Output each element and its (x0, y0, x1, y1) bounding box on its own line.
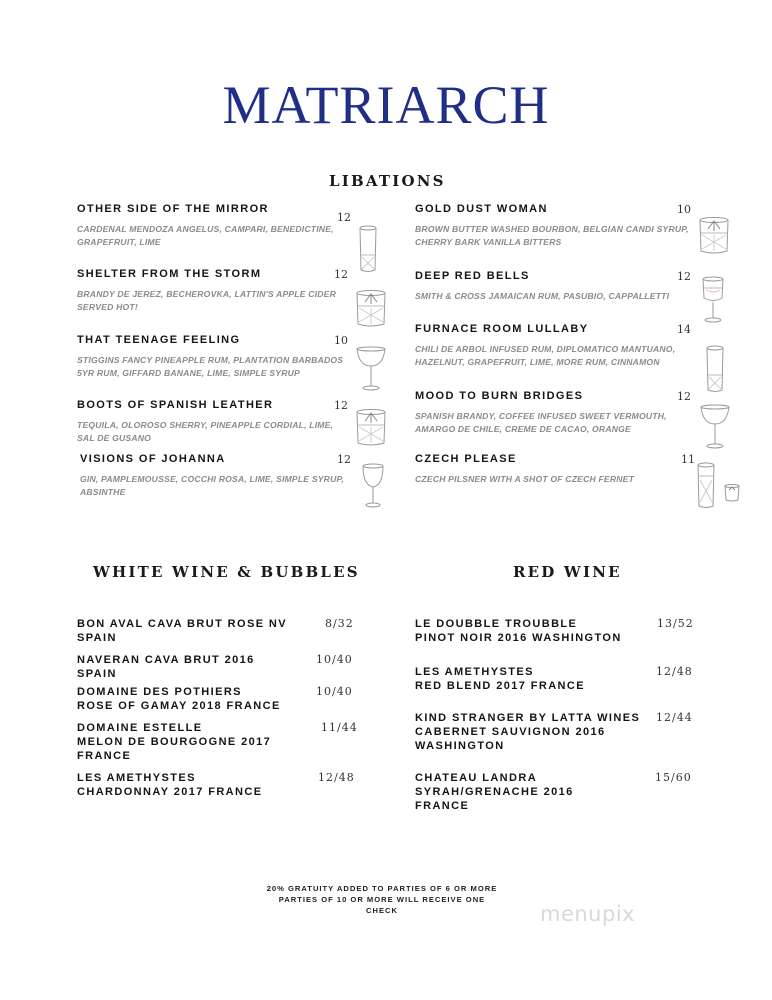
wine-name: DOMAINE ESTELLE MELON DE BOURGOGNE 2017 FRANCE (77, 722, 272, 762)
menupix-watermark: menupix (540, 902, 636, 926)
goblet-glass-icon (700, 276, 726, 324)
highball-glass-icon (705, 345, 725, 393)
cocktail-price: 11 (681, 453, 695, 466)
cocktail-price: 10 (334, 334, 348, 347)
cocktail-price: 12 (337, 453, 351, 466)
cocktail-name: CZECH PLEASE (415, 453, 517, 465)
wine-name: LE DOUBBLE TROUBBLE PINOT NOIR 2016 WASHINGTON (415, 618, 622, 644)
libations-heading: LIBATIONS (329, 172, 446, 190)
cocktail-description: CHILI DE ARBOL INFUSED RUM, DIPLOMATICO MANTUANO, HAZELNUT, GRAPEFRUIT, LIME, MORE RUM, CINNAMON (415, 344, 676, 367)
cocktail-price: 12 (334, 268, 348, 281)
cocktail-name: THAT TEENAGE FEELING (77, 334, 241, 346)
wine-price: 11/44 (321, 721, 358, 734)
wine-price: 8/32 (325, 617, 354, 630)
gratuity-line: CHECK (365, 906, 398, 915)
cocktail-description: SPANISH BRANDY, COFFEE INFUSED SWEET VERMOUTH, AMARGO DE CHILE, CREME DE CACAO, ORANGE (415, 411, 667, 434)
wine-price: 13/52 (657, 617, 694, 630)
cocktail-name: BOOTS OF SPANISH LEATHER (77, 399, 274, 411)
cocktail-description: TEQUILA, OLOROSO SHERRY, PINEAPPLE CORDIAL, LIME, SAL DE GUSANO (77, 420, 334, 443)
wine-price: 12/48 (656, 665, 693, 678)
wine-price: 10/40 (316, 685, 353, 698)
wine-price: 10/40 (316, 653, 353, 666)
cocktail-price: 12 (334, 399, 348, 412)
cocktail-name: GOLD DUST WOMAN (415, 203, 548, 215)
coupe-glass-icon (699, 404, 731, 450)
wine-price: 12/44 (656, 711, 693, 724)
wine-name: BON AVAL CAVA BRUT ROSE NV SPAIN (77, 618, 287, 644)
wine-glass-icon (360, 463, 386, 509)
wine-name: CHATEAU LANDRA SYRAH/GRENACHE 2016 FRANCE (415, 772, 574, 812)
cocktail-price: 12 (337, 211, 351, 224)
restaurant-title: MATRIARCH (222, 75, 550, 135)
cocktail-price: 10 (677, 203, 691, 216)
cocktail-description: CZECH PILSNER WITH A SHOT OF CZECH FERNET (415, 474, 635, 484)
cocktail-price: 12 (677, 390, 691, 403)
cocktail-name: VISIONS OF JOHANNA (80, 453, 226, 465)
cocktail-name: OTHER SIDE OF THE MIRROR (77, 203, 269, 215)
cocktail-description: STIGGINS FANCY PINEAPPLE RUM, PLANTATION BARBADOS 5YR RUM, GIFFARD BANANE, LIME, SIMPLE SYRUP (77, 355, 344, 378)
cocktail-name: FURNACE ROOM LULLABY (415, 323, 589, 335)
rocks-glass-icon (355, 290, 387, 328)
gratuity-note (232, 883, 532, 916)
white-wine-heading: WHITE WINE & BUBBLES (93, 563, 360, 581)
cocktail-name: SHELTER FROM THE STORM (77, 268, 262, 280)
cocktail-price: 12 (677, 270, 691, 283)
cocktail-description: SMITH & CROSS JAMAICAN RUM, PASUBIO, CAPPALLETTI (415, 291, 670, 301)
wine-price: 12/48 (318, 771, 355, 784)
rocks-glass-icon (698, 217, 730, 255)
cocktail-description: BROWN BUTTER WASHED BOURBON, BELGIAN CANDI SYRUP, CHERRY BARK VANILLA BITTERS (415, 224, 689, 247)
rocks-glass-icon (355, 409, 387, 447)
wine-name: DOMAINE DES POTHIERS ROSE OF GAMAY 2018 FRANCE (77, 686, 281, 712)
highball-glass-icon (358, 225, 378, 273)
wine-name: KIND STRANGER BY LATTA WINES CABERNET SAUVIGNON 2016 WASHINGTON (415, 712, 641, 752)
gratuity-line: PARTIES OF 10 OR MORE WILL RECEIVE ONE (278, 895, 486, 904)
gratuity-line: 20% GRATUITY ADDED TO PARTIES OF 6 OR MORE (266, 884, 498, 893)
wine-name: NAVERAN CAVA BRUT 2016 SPAIN (77, 654, 255, 680)
wine-name: LES AMETHYSTES CHARDONNAY 2017 FRANCE (77, 772, 263, 798)
coupe-glass-icon (355, 346, 387, 392)
wine-name: LES AMETHYSTES RED BLEND 2017 FRANCE (415, 666, 585, 692)
cocktail-price: 14 (677, 323, 691, 336)
wine-price: 15/60 (655, 771, 692, 784)
cocktail-name: MOOD TO BURN BRIDGES (415, 390, 584, 402)
cocktail-description: CARDENAL MENDOZA ANGELUS, CAMPARI, BENEDICTINE, GRAPEFRUIT, LIME (77, 224, 334, 247)
cocktail-description: GIN, PAMPLEMOUSSE, COCCHI ROSA, LIME, SIMPLE SYRUP, ABSINTHE (80, 474, 344, 497)
red-wine-heading: RED WINE (513, 563, 622, 581)
beer-and-shot-glass-icon (696, 462, 744, 510)
cocktail-description: BRANDY DE JEREZ, BECHEROVKA, LATTIN'S APPLE CIDER SERVED HOT! (77, 289, 337, 312)
cocktail-name: DEEP RED BELLS (415, 270, 530, 282)
